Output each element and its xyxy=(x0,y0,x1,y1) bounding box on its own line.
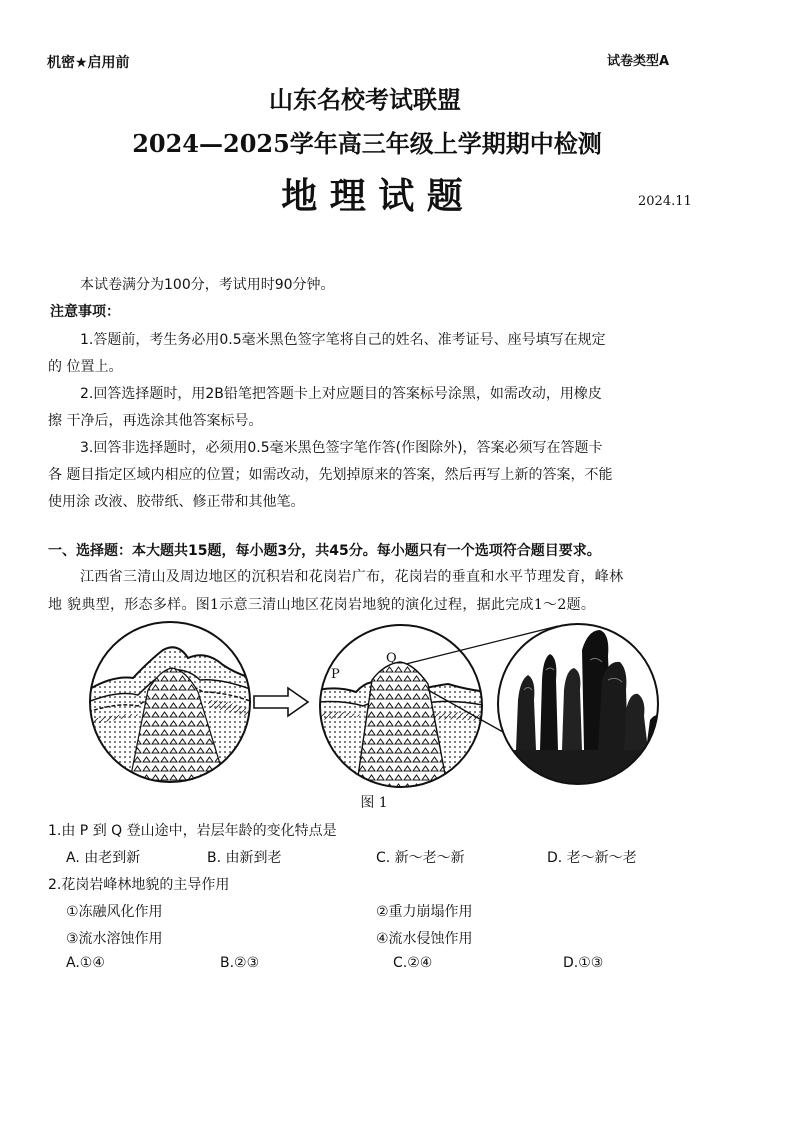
question-1-option-b: B. 由新到老 xyxy=(207,850,282,866)
exam-organization: 山东名校考试联盟 xyxy=(269,85,461,114)
note-1-line-1: 1.答题前，考生务必用0.5毫米黑色签字笔将自己的姓名、准考证号、座号填写在规定 xyxy=(80,332,606,348)
question-2-item-4: ④流水侵蚀作用 xyxy=(376,931,473,947)
question-2-option-d: D.①③ xyxy=(563,955,604,971)
passage-line-1: 江西省三清山及周边地区的沉积岩和花岗岩广布，花岗岩的垂直和水平节理发育，峰林 xyxy=(80,569,624,585)
subject-title: 地 理 试 题 xyxy=(281,175,463,217)
notes-heading: 注意事项： xyxy=(50,304,120,320)
note-3-line-1: 3.回答非选择题时，必须用0.5毫米黑色签字笔作答(作图除外)，答案必须写在答题卡 xyxy=(80,440,603,456)
question-2-item-2: ②重力崩塌作用 xyxy=(376,904,473,920)
evolution-arrow xyxy=(254,688,308,716)
landform-evolution-figure xyxy=(88,620,668,790)
label-q: Q xyxy=(386,651,397,666)
figure-caption: 图 1 xyxy=(360,795,388,811)
question-1-option-d: D. 老～新～老 xyxy=(547,850,637,866)
note-2-line-2: 擦 干净后，再选涂其他答案标号。 xyxy=(48,413,263,429)
exam-term: 2024—2025学年高三年级上学期期中检测 xyxy=(132,129,602,158)
note-2-line-1: 2.回答选择题时，用2B铅笔把答题卡上对应题目的答案标号涂黑，如需改动，用橡皮 xyxy=(80,386,602,402)
label-p: P xyxy=(331,667,340,682)
note-3-line-2: 各 题目指定区域内相应的位置；如需改动，先划掉原来的答案，然后再写上新的答案，不能 xyxy=(48,467,613,483)
passage-line-2: 地 貌典型，形态多样。图1示意三清山地区花岗岩地貌的演化过程，据此完成1～2题。 xyxy=(48,597,596,613)
note-3-line-3: 使用涂 改液、胶带纸、修正带和其他笔。 xyxy=(48,494,305,510)
stage-2-diagram xyxy=(318,620,488,790)
question-2-stem: 2.花岗岩峰林地貌的主导作用 xyxy=(48,877,230,893)
exam-date: 2024.11 xyxy=(638,194,692,209)
section-heading: 一、选择题：本大题共15题，每小题3分，共45分。每小题只有一个选项符合题目要求。 xyxy=(48,543,601,559)
question-2-item-3: ③流水溶蚀作用 xyxy=(66,931,163,947)
question-1-option-a: A. 由老到新 xyxy=(66,850,141,866)
score-time-line: 本试卷满分为100分，考试用时90分钟。 xyxy=(80,277,335,293)
paper-type-label: 试卷类型A xyxy=(607,54,670,69)
question-2-option-c: C.②④ xyxy=(393,955,433,971)
question-1-option-c: C. 新～老～新 xyxy=(376,850,465,866)
note-1-line-2: 的 位置上。 xyxy=(48,359,123,375)
question-2-item-1: ①冻融风化作用 xyxy=(66,904,163,920)
question-2-option-b: B.②③ xyxy=(220,955,260,971)
question-2-option-a: A.①④ xyxy=(66,955,105,971)
confidential-label: 机密★启用前 xyxy=(47,55,130,71)
question-1-stem: 1.由 P 到 Q 登山途中，岩层年龄的变化特点是 xyxy=(48,823,337,839)
